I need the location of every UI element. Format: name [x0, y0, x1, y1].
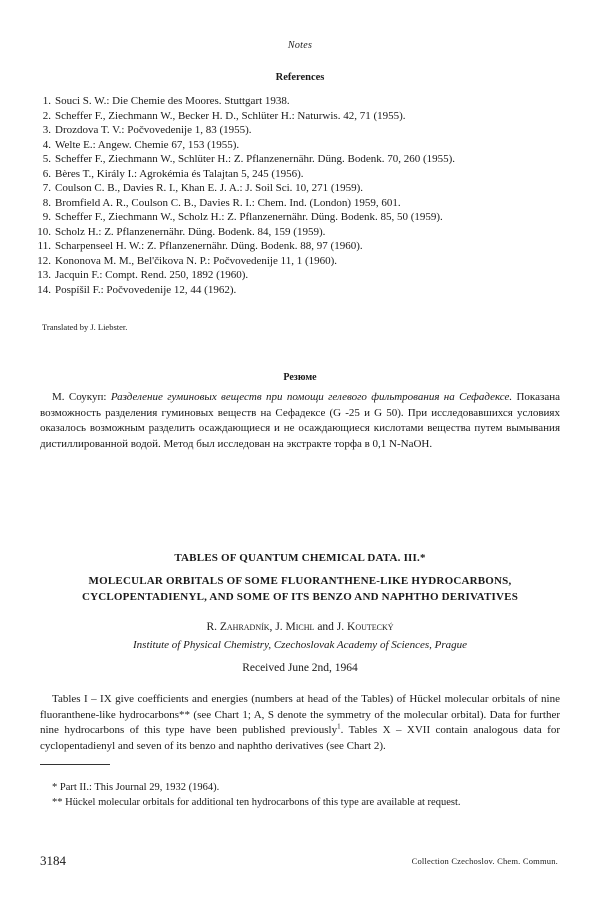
- reference-item: [34, 283, 574, 298]
- article-body: [40, 692, 560, 754]
- reference-text: Kononova M. M., Bel'čikova N. P.: Počvovedenije 11, 1 (1960).: [55, 254, 338, 267]
- rezume-title: Разделение гуминовых веществ при помощи гелевого фильтрования на Сефадексе.: [110, 391, 513, 403]
- article-body-text: . Tables X – XVII contain analogous data for cyclopentadienyl and seven of its benzo and naphtho derivatives (see Chart 2).: [40, 724, 560, 752]
- author-conjunction: and: [317, 621, 334, 633]
- rezume-heading: Резюме: [283, 372, 317, 383]
- footnote: ** Hückel molecular orbitals for additional ten hydrocarbons of this type are available at request.: [52, 797, 461, 808]
- reference-text: Drozdova T. V.: Počvovedenije 1, 83 (1955).: [55, 124, 252, 136]
- reference-text: Scholz H.: Z. Pflanzenernähr. Düng. Bodenk. 84, 159 (1959).: [55, 225, 326, 238]
- reference-item: [34, 239, 574, 254]
- reference-text: Scharpenseel H. W.: Z. Pflanzenernähr. Düng. Bodenk. 88, 97 (1960).: [55, 240, 363, 252]
- reference-item: [34, 196, 574, 211]
- article-subtitle: [30, 573, 570, 605]
- footnote-rule: [40, 764, 110, 765]
- journal-name: Collection Czechoslov. Chem. Commun.: [411, 856, 558, 866]
- reference-text: Scheffer F., Ziechmann W., Scholz H.: Z. Pflanzenernähr. Düng. Bodenk. 85, 50 (1959).: [55, 211, 443, 223]
- reference-item: [34, 152, 574, 167]
- reference-number: 9.: [42, 211, 51, 223]
- page-number: 3184: [40, 853, 66, 868]
- reference-number: 1.: [42, 95, 51, 107]
- article-affiliation: Institute of Physical Chemistry, Czechoslovak Academy of Sciences, Prague: [133, 639, 467, 651]
- rezume-author: М. Соукуп:: [52, 391, 107, 403]
- reference-item: [34, 94, 574, 109]
- reference-item: [34, 210, 574, 225]
- reference-text: Bromfield A. R., Coulson C. B., Davies R. I.: Chem. Ind. (London) 1959, 601.: [55, 196, 401, 209]
- reference-number: 2.: [42, 109, 51, 122]
- reference-number: 13.: [37, 269, 51, 281]
- reference-number: 7.: [42, 182, 51, 194]
- reference-item: [34, 138, 574, 153]
- reference-text: Scheffer F., Ziechmann W., Becker H. D., Schlüter H.: Naturwis. 42, 71 (1955).: [55, 109, 406, 122]
- article-authors: [0, 621, 600, 633]
- references-heading: References: [275, 72, 325, 83]
- reference-number: 11.: [37, 240, 51, 252]
- footnote: * Part II.: This Journal 29, 1932 (1964).: [52, 782, 220, 793]
- reference-text: Welte E.: Angew. Chemie 67, 153 (1955).: [55, 138, 240, 151]
- reference-number: 12.: [37, 254, 51, 267]
- reference-text: Souci S. W.: Die Chemie des Moores. Stuttgart 1938.: [55, 95, 290, 107]
- reference-item: [34, 225, 574, 240]
- article-subtitle-line: MOLECULAR ORBITALS OF SOME FLUORANTHENE-LIKE HYDROCARBONS,: [88, 575, 512, 587]
- author-name: Zahradník,: [219, 621, 273, 633]
- author-name: Michl: [285, 621, 315, 633]
- reference-item: [34, 254, 574, 269]
- received-date: Received June 2nd, 1964: [242, 662, 358, 674]
- reference-text: Coulson C. B., Davies R. I., Khan E. J. A.: J. Soil Sci. 10, 271 (1959).: [55, 182, 364, 194]
- translator-note: Translated by J. Liebster.: [42, 322, 128, 332]
- reference-number: 6.: [42, 167, 51, 180]
- reference-text: Jacquin F.: Compt. Rend. 250, 1892 (1960).: [55, 269, 249, 281]
- reference-superscript: 1: [337, 722, 341, 731]
- running-head: Notes: [287, 40, 313, 51]
- article-body-text: Tables I – IX give coefficients and energies (numbers at head of the Tables) of Hückel molecular orbitals of nine fluoranthene-like hydrocarbons** (see Chart 1; A, S denote the symmetry of the molecular orbital). Data for further nine hydrocarbons of this type have been published previously: [40, 693, 560, 736]
- article-subtitle-line: CYCLOPENTADIENYL, AND SOME OF ITS BENZO AND NAPHTHO DERIVATIVES: [81, 591, 519, 603]
- reference-number: 14.: [37, 283, 51, 296]
- author-initial: R.: [206, 621, 217, 633]
- reference-item: [34, 109, 574, 124]
- reference-list: [34, 94, 574, 297]
- reference-text: Bères T., Király I.: Agrokémia és Talajtan 5, 245 (1956).: [55, 167, 304, 180]
- reference-text: Scheffer F., Ziechmann W., Schlüter H.: Z. Pflanzenernähr. Düng. Bodenk. 70, 260 (1955).: [55, 153, 456, 165]
- reference-item: [34, 268, 574, 283]
- reference-text: Pospíšil F.: Počvovedenije 12, 44 (1962).: [55, 283, 237, 296]
- article-title: TABLES OF QUANTUM CHEMICAL DATA. III.*: [174, 552, 426, 564]
- reference-item: [34, 167, 574, 182]
- author-name: Koutecký: [347, 621, 394, 633]
- author-initial: J.: [336, 621, 345, 633]
- footnotes: [40, 780, 560, 810]
- reference-number: 8.: [42, 196, 51, 209]
- rezume-abstract: [40, 390, 560, 452]
- author-initial: J.: [275, 621, 283, 633]
- reference-item: [34, 181, 574, 196]
- reference-item: [34, 123, 574, 138]
- reference-number: 10.: [37, 225, 51, 238]
- rezume-body: Показана возможность разделения гуминовых веществ на Сефадексе (G -25 и G 50). При исследовавшихся условиях оказалось возможным разделить осаждающиеся и не осаждающиеся кислотами вещества путем вымывания дистиллированной водой. Метод был исследован на экстракте торфа в 0,1 N-NaOH.: [40, 391, 560, 450]
- reference-number: 3.: [42, 124, 51, 136]
- reference-number: 5.: [42, 153, 51, 165]
- reference-number: 4.: [42, 138, 51, 151]
